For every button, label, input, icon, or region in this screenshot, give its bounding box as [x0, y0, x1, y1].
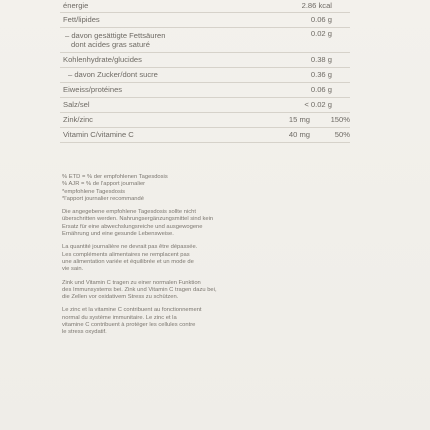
- text-line: Zink und Vitamin C tragen zu einer normalen Funktion: [62, 279, 201, 286]
- row-percent: 50%: [334, 130, 350, 139]
- row-value: 0.06 g: [310, 85, 332, 94]
- de-claim: [62, 280, 352, 302]
- table-row: [60, 113, 350, 128]
- text-line: Ernährung und eine gesunde Lebensweise.: [62, 231, 174, 238]
- row-label: Fett/lipides: [63, 15, 100, 24]
- row-label: Vitamin C/vitamine C: [63, 130, 134, 139]
- row-label: – davon Zucker/dont sucre: [68, 70, 158, 79]
- row-value: 0.38 g: [310, 55, 332, 64]
- text-line: Ersatz für eine abwechslungsreiche und ausgewogene: [62, 223, 203, 230]
- row-value: 0.06 g: [310, 15, 332, 24]
- row-label-line: dont acides gras saturé: [71, 40, 150, 49]
- table-row: [60, 83, 350, 98]
- row-value: 0.36 g: [310, 70, 332, 79]
- table-row: [60, 13, 350, 28]
- text-line: vie sain.: [62, 266, 84, 273]
- footnotes: [62, 174, 352, 203]
- table-row: [60, 98, 350, 113]
- text-line: des Immunsystems bei. Zink und Vitamin C tragen dazu bei,: [62, 286, 217, 293]
- table-row: [60, 28, 350, 53]
- row-value: < 0.02 g: [304, 100, 332, 109]
- row-label: Salz/sel: [63, 100, 90, 109]
- footnote-line: *l'apport journalier recommandé: [62, 195, 144, 202]
- text-line: normal du système immunitaire. Le zinc et la: [62, 314, 177, 321]
- table-row: [60, 128, 350, 143]
- text-line: Die angegebene empfohlene Tagesdosis sollte nicht: [62, 209, 196, 216]
- notes-section: [62, 174, 352, 343]
- row-label: Eiweiss/protéines: [63, 85, 123, 94]
- row-label: [63, 28, 165, 49]
- row-label: énergie: [63, 1, 89, 10]
- text-line: die Zellen vor oxidativem Stress zu schützen.: [62, 294, 179, 301]
- text-line: vitamine C contribuent à protéger les cellules contre: [62, 322, 196, 329]
- footnote-line: % ETD = % der empfohlenen Tagesdosis: [62, 174, 168, 180]
- fr-warning: [62, 244, 352, 273]
- row-value: 2.86 kcal: [301, 1, 332, 10]
- text-line: une alimentation variée et équilibrée et un mode de: [62, 258, 194, 265]
- table-row: [60, 68, 350, 83]
- de-warning: [62, 209, 352, 238]
- row-label: Zink/zinc: [63, 115, 93, 124]
- fr-claim: [62, 307, 352, 336]
- row-value: 15 mg: [288, 115, 310, 124]
- row-value: 40 mg: [288, 130, 310, 139]
- row-label-line: – davon gesättigte Fettsäuren: [65, 31, 166, 40]
- text-line: le stress oxydatif.: [62, 329, 107, 336]
- row-label: Kohlenhydrate/glucides: [63, 55, 142, 64]
- row-percent: 150%: [330, 115, 350, 124]
- footnote-line: *empfohlene Tagesdosis: [62, 188, 126, 195]
- table-row: [60, 53, 350, 68]
- text-line: Le zinc et la vitamine C contribuent au fonctionnement: [62, 307, 202, 314]
- text-line: Les compléments alimentaires ne remplacent pas: [62, 251, 190, 258]
- text-line: überschritten werden. Nahrungsergänzungsmittel sind kein: [62, 216, 214, 223]
- nutrition-table: [60, 0, 350, 143]
- row-value: 0.02 g: [310, 29, 332, 38]
- footnote-line: % AJR = % de l'apport journalier: [62, 181, 146, 188]
- table-row: [60, 0, 350, 13]
- text-line: La quantité journalière ne devrait pas être dépassée.: [62, 244, 198, 251]
